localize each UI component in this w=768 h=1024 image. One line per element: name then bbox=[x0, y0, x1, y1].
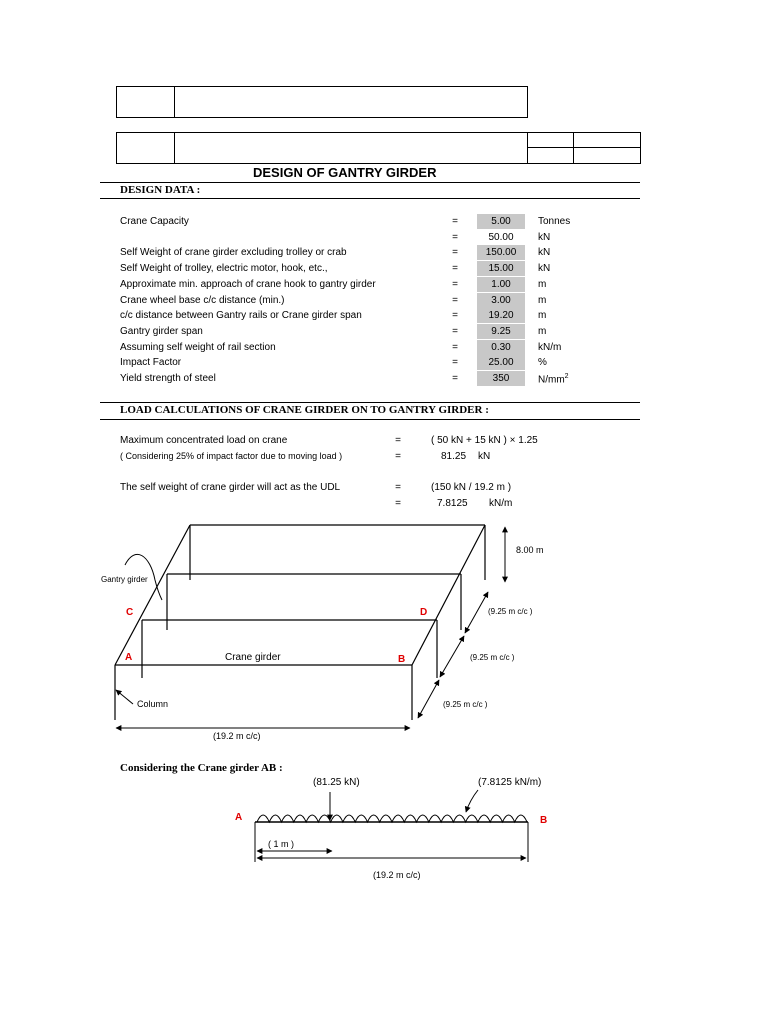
point-d-label: D bbox=[420, 607, 428, 618]
design-row-unit-text: kN/m bbox=[538, 342, 562, 353]
udl-value: 7.8125 bbox=[437, 498, 468, 509]
max-load-unit: kN bbox=[478, 451, 491, 462]
design-row-eq: = bbox=[452, 342, 458, 353]
design-row-label: Self Weight of trolley, electric motor, hook, etc., bbox=[120, 263, 328, 274]
load-calc-heading: LOAD CALCULATIONS OF CRANE GIRDER ON TO GANTRY GIRDER : bbox=[120, 404, 489, 416]
design-row-eq: = bbox=[452, 247, 458, 258]
beam-point-b: B bbox=[540, 815, 548, 826]
design-row-value: 3.00 bbox=[477, 293, 525, 308]
udl-label: The self weight of crane girder will act as the UDL bbox=[120, 482, 341, 493]
design-row-label: c/c distance between Gantry rails or Crane girder span bbox=[120, 310, 362, 321]
design-row-label: Self Weight of crane girder excluding trolley or crab bbox=[120, 247, 347, 258]
design-row-value: 0.30 bbox=[477, 340, 525, 355]
design-row-eq: = bbox=[452, 232, 458, 243]
point-load-label: (81.25 kN) bbox=[313, 777, 360, 788]
design-row-value: 5.00 bbox=[477, 214, 525, 229]
crane-girder-label: Crane girder bbox=[225, 652, 281, 663]
bay-label-3: (9.25 m c/c ) bbox=[443, 700, 488, 709]
udl-load-label: (7.8125 kN/m) bbox=[478, 777, 542, 788]
column-label: Column bbox=[137, 699, 169, 709]
design-row-value: 15.00 bbox=[477, 261, 525, 276]
column-pointer bbox=[116, 690, 133, 704]
design-row-value: 9.25 bbox=[477, 324, 525, 339]
design-row-unit-sup: 2 bbox=[564, 373, 569, 380]
design-row-eq: = bbox=[452, 373, 458, 384]
udl-unit: kN/m bbox=[489, 498, 513, 509]
right-top-girder bbox=[412, 525, 485, 665]
design-row-label: Assuming self weight of rail section bbox=[120, 342, 276, 353]
design-row-unit-text: % bbox=[538, 357, 547, 368]
design-row-unit-text: m bbox=[538, 295, 547, 306]
design-row-label: Impact Factor bbox=[120, 357, 182, 368]
height-label: 8.00 m bbox=[516, 545, 544, 555]
design-row-label: Crane Capacity bbox=[120, 216, 189, 227]
max-load-expr: ( 50 kN + 15 kN ) × 1.25 bbox=[431, 435, 538, 446]
left-top-girder bbox=[115, 525, 190, 665]
design-row-eq: = bbox=[452, 326, 458, 337]
bay-dimension-1 bbox=[465, 592, 488, 633]
design-row-eq: = bbox=[452, 357, 458, 368]
gantry-girder-label: Gantry girder bbox=[101, 575, 148, 584]
design-row-eq: = bbox=[452, 295, 458, 306]
design-row-label: Yield strength of steel bbox=[120, 373, 216, 384]
max-load-note: ( Considering 25% of impact factor due to moving load ) bbox=[120, 451, 343, 461]
point-b-label: B bbox=[398, 654, 406, 665]
design-row-unit-text: kN bbox=[538, 263, 551, 274]
bay-dimension-3 bbox=[418, 680, 439, 718]
design-row-value: 150.00 bbox=[477, 245, 525, 260]
max-load-label: Maximum concentrated load on crane bbox=[120, 435, 288, 446]
bay-dimension-2 bbox=[440, 636, 464, 677]
udl-result-eq: = bbox=[395, 498, 401, 509]
design-row-value: 19.20 bbox=[477, 308, 525, 323]
page-title: DESIGN OF GANTRY GIRDER bbox=[253, 165, 437, 180]
design-row-unit-text: kN bbox=[538, 247, 551, 258]
design-row-unit-text: m bbox=[538, 279, 547, 290]
span-label: (19.2 m c/c) bbox=[213, 731, 261, 741]
beam-span-label: (19.2 m c/c) bbox=[373, 870, 421, 880]
bay-label-2: (9.25 m c/c ) bbox=[470, 653, 515, 662]
design-row-eq: = bbox=[452, 310, 458, 321]
max-load-result-eq: = bbox=[395, 451, 401, 462]
design-row-label: Crane wheel base c/c distance (min.) bbox=[120, 295, 285, 306]
design-row-unit-text: N/mm bbox=[538, 374, 565, 386]
design-row-eq: = bbox=[452, 216, 458, 227]
design-data-heading: DESIGN DATA : bbox=[120, 184, 201, 196]
max-load-eq: = bbox=[395, 435, 401, 446]
beam-heading: Considering the Crane girder AB : bbox=[120, 762, 283, 774]
design-row-value: 25.00 bbox=[477, 355, 525, 370]
point-a-label: A bbox=[125, 652, 133, 663]
udl-expr: (150 kN / 19.2 m ) bbox=[431, 482, 512, 493]
design-row-eq: = bbox=[452, 279, 458, 290]
design-row-label: Approximate min. approach of crane hook to gantry girder bbox=[120, 279, 376, 290]
design-row-unit-text: m bbox=[538, 326, 547, 337]
beam-point-a: A bbox=[235, 812, 243, 823]
design-row-value: 50.00 bbox=[488, 232, 514, 243]
bay-label-1: (9.25 m c/c ) bbox=[488, 607, 533, 616]
design-row-value: 350 bbox=[477, 371, 525, 386]
design-row-unit-text: Tonnes bbox=[538, 216, 571, 227]
design-row-unit-text: m bbox=[538, 310, 547, 321]
max-load-value: 81.25 bbox=[441, 451, 467, 462]
design-row-unit-text: kN bbox=[538, 232, 551, 243]
point-c-label: C bbox=[126, 607, 134, 618]
udl-eq: = bbox=[395, 482, 401, 493]
design-row-label: Gantry girder span bbox=[120, 326, 203, 337]
beam-dist-label: ( 1 m ) bbox=[268, 839, 294, 849]
design-row-value: 1.00 bbox=[477, 277, 525, 292]
design-row-eq: = bbox=[452, 263, 458, 274]
